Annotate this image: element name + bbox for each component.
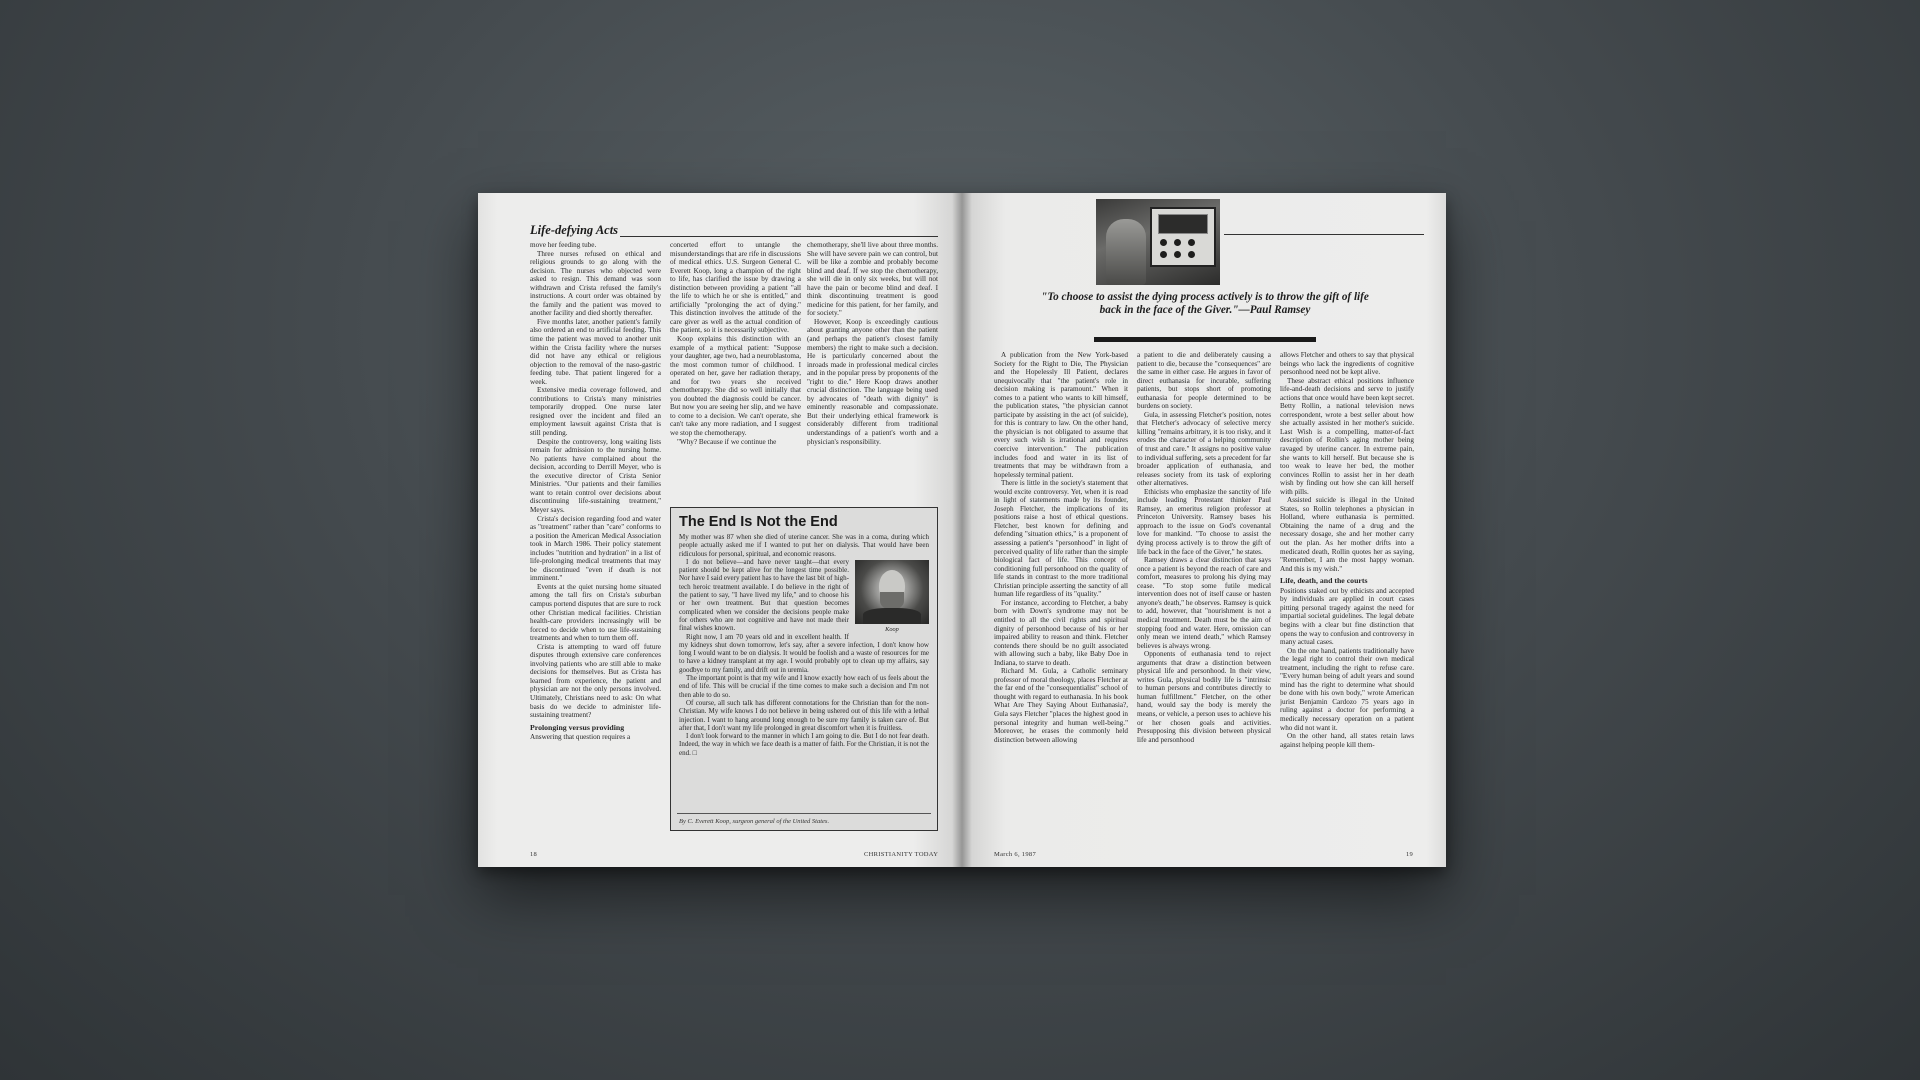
magazine-spread <box>478 193 1446 867</box>
paragraph: However, Koop is exceedingly cautious about granting anyone other than the patient (and perhaps the patient's closest family members) the right to make such a decision. He is particularly concerned about the inroads made in professional medical circles and in the popular press by proponents of the "right to die." Here Koop draws another crucial distinction. The language being used by advocates of "death with dignity" is eminently reasonable and compassionate. But their underlying ethical framework is considerably different from traditional understandings of a patient's worth and a physician's responsibility. <box>807 317 938 446</box>
paragraph: On the other hand, all states retain laws against helping people kill them- <box>1280 732 1414 749</box>
running-head-rule <box>620 236 938 237</box>
running-head: Life-defying Acts <box>530 223 619 237</box>
spine-shadow <box>952 193 972 867</box>
paragraph: Koop explains this distinction with an example of a mythical patient: "Suppose your daughter, age two, had a neuroblastoma, the most common tumor of childhood. I operated on her, gave her radiation therapy, and for two years she received chemotherapy. She did so well initially that you doubted the diagnosis could be cancer. But now you are seeing her slip, and we have to come to a decision. We can't operate, she can't take any more radiation, and I suggest we stop the chemotherapy. <box>670 335 801 438</box>
paragraph: Events at the quiet nursing home situated among the tall firs on Crista's suburban campus portend disputes that are sure to rock other Christian medical facilities. Christian health-care providers increasingly will be forced to decide when to use life-sustaining treatments and when to turn them off. <box>530 582 661 643</box>
paragraph: Five months later, another patient's family also ordered an end to artificial feeding. This time the patient was moved to another unit within the Crista facility where the nurses did not have any ethical or religious objection to the removal of the naso-gastric feeding tube. That patient lingered for a week. <box>530 317 661 386</box>
magazine-name: CHRISTIANITY TODAY <box>864 851 939 858</box>
paragraph: Crista's decision regarding food and water as "treatment" rather than "care" conforms to a position the American Medical Association took in March 1986. Their policy statement includes "nutrition and hydration" in a list of life-prolonging medical treatments that may be discontinued "even if death is not imminent." <box>530 514 661 583</box>
paragraph: a patient to die and deliberately causing a patient to die, because the "consequences" are the same in either case. He argues in favor of direct euthanasia for incurable, suffering patients, but stops short of promoting euthanasia for people determined to be burdens on society. <box>1137 351 1271 411</box>
paragraph: allows Fletcher and others to say that physical beings who lack the ingredients of cognitive personhood need not be kept alive. <box>1280 351 1414 377</box>
photo-caption: Koop <box>885 625 899 633</box>
sidebar-credit: By C. Everett Koop, surgeon general of the United States. <box>679 818 830 825</box>
paragraph: A publication from the New York-based Society for the Right to Die, The Physician and the Hopelessly Ill Patient, declares unequivocally that "the patient's role in decision making is paramount." When it comes to a patient who wants to kill himself, the publication states, "the physician cannot participate by assisting in the act (of suicide), for this is contrary to law. On the other hand, the physician is not obligated to assume that every such wish is irrational and requires coercive intervention." The publication includes food and water in its list of treatments that may be withdrawn from a hopelessly terminal patient. <box>994 351 1128 479</box>
sidebar-rule <box>677 813 931 814</box>
paragraph: Opponents of euthanasia tend to reject arguments that draw a distinction between physical life and personhood. In their view, writes Gula, physical bodily life is "intrinsic to human persons and contributes directly to human fulfillment." Fletcher, on the other hand, would say the body is merely the means, or vehicle, a person uses to achieve his or her chosen goals and activities. Presupposing this division between physical life and personhood <box>1137 650 1271 744</box>
paragraph: concerted effort to untangle the misunderstandings that are rife in discussions of medical ethics. U.S. Surgeon General C. Everett Koop, long a champion of the right to life, has clarified the issue by drawing a distinction between providing a patient "all the life to which he or she is entitled," and artificially "prolonging the act of dying." This distinction involves the attitude of the care giver as well as the actual condition of the patient, so it is necessarily subjective. <box>670 241 801 335</box>
pull-quote: "To choose to assist the dying process actively is to throw the gift of life back in the face of the Giver."—Paul Ramsey <box>1041 291 1369 317</box>
sidebar-paragraph: I don't look forward to the manner in which I am going to die. But I do not fear death. Indeed, the way in which we face death is a matter of faith. For the Christian, it is not the end. □ <box>679 732 929 757</box>
header-rule <box>1224 234 1424 235</box>
paragraph: Positions staked out by ethicists and accepted by individuals are applied in court cases pitting personal tragedy against the need for impartial societal guidelines. The legal debate begins with a clear but fine distinction that opens the way to confusion and controversy in many actual cases. <box>1280 586 1414 647</box>
paragraph: Ethicists who emphasize the sanctity of life include leading Protestant thinker Paul Ramsey, an emeritus religion professor at Princeton University. Ramsey bases his approach to the issue on God's covenantal love for mankind. "To choose to assist the dying process actively is to throw the gift of life back in the face of the Giver," he states. <box>1137 487 1271 556</box>
paragraph: Richard M. Gula, a Catholic seminary professor of moral theology, places Fletcher at the far end of the "consequentialist" school of thought with regard to euthanasia. In his book What Are They Saying About Euthanasia?, Gula says Fletcher "places the highest good in personal integrity and human well-being." Moreover, he erases the commonly held distinction between allowing <box>994 667 1128 744</box>
paragraph: For instance, according to Fletcher, a baby born with Down's syndrome may not be entitled to all the civil rights and spiritual dignity of personhood because of his or her impaired ability to reason and think. Fletcher contends there should be no guilt associated with allowing such a baby, like Baby Doe in Indiana, to starve to death. <box>994 598 1128 667</box>
sidebar-paragraph: The important point is that my wife and I know exactly how each of us feels about the end of life. This will be crucial if the time comes to make such a decision and I'm not then able to do so. <box>679 674 929 699</box>
sidebar-box <box>670 507 938 831</box>
paragraph: move her feeding tube. <box>530 241 597 249</box>
left-page <box>478 193 962 867</box>
paragraph: Extensive media coverage followed, and contributions to Crista's many ministries temporarily dropped. One nurse later resigned over the incident and filed an employment lawsuit against Crista that is still pending. <box>530 386 661 438</box>
section-heading: Life, death, and the courts <box>1280 576 1368 586</box>
right-column-2 <box>1137 351 1271 831</box>
issue-date: March 6, 1987 <box>994 851 1036 858</box>
hospital-photo <box>1096 199 1220 285</box>
paragraph: "Why? Because if we continue the <box>677 437 777 446</box>
left-column-3 <box>807 241 938 501</box>
left-column-2 <box>670 241 801 501</box>
paragraph: These abstract ethical positions influence life-and-death decisions and serve to justify actions that once would have been kept secret. Betty Rollin, a national television news correspondent, wrote a best seller about how she actually assisted in her mother's suicide. Last Wish is a compelling, matter-of-fact description of Rollin's aging mother being ravaged by uterine cancer. In extreme pain, she wants to kill herself. But because she is too weak to leave her bed, the mother convinces Rollin to assist her in her death wish by finding out how she can kill herself with pills. <box>1280 376 1414 496</box>
paragraph: Answering that question requires a <box>530 733 631 742</box>
sidebar-paragraph: My mother was 87 when she died of uterine cancer. She was in a coma, during which people actually asked me if I wanted to put her on dialysis. That would have been ridiculous for personal, spiritual, and economic reasons. <box>679 533 929 558</box>
sidebar-paragraph: I do not believe—and have never taught—that every patient should be kept alive for the longest time possible. Nor have I said every patient has to have the last bit of high-tech heroic treatment available. I do believe in the right of the patient to say, "I have lived my life," and to choose his or her own treatment. But that question becomes complicated when we consider the decisions people make for others who are not cognitive and have not made their final wishes known. <box>679 557 849 633</box>
page-number-right: 19 <box>1406 851 1414 858</box>
page-number-left: 18 <box>530 851 538 858</box>
left-column-1 <box>530 241 661 831</box>
paragraph: Crista is attempting to ward off future disputes through extensive care conferences involving patients who are still able to make decisions for themselves. But as Crista has learned from experience, the patient and physician are not the only persons involved. Ultimately, Christians need to ask: On what basis do we decide to administer life-sustaining treatment? <box>530 642 661 720</box>
section-heading: Prolonging versus providing <box>530 722 625 732</box>
koop-photo <box>855 560 929 624</box>
right-column-3 <box>1280 351 1414 831</box>
pull-quote-rule <box>1094 337 1316 342</box>
sidebar-paragraph: Of course, all such talk has different connotations for the Christian than for the non-Christian. My wife knows I do not believe in being ushered out of this life with a lethal injection. I want to hang around long enough to be sure my family is taken care of. But after that, I don't want my life prolonged in great discomfort when it is fruitless. <box>679 698 929 732</box>
sidebar-content <box>679 514 929 810</box>
paragraph: Despite the controversy, long waiting lists remain for admission to the nursing home. No patients have complained about the decision, according to Derrill Meyer, who is the executive director of Crista Senior Ministries. "Our patients and their families want to retain control over decisions about discontinuing life-sustaining treatment," Meyer says. <box>530 437 661 514</box>
paragraph: Three nurses refused on ethical and religious grounds to go along with the decision. The nurses who objected were asked to resign. This demand was soon withdrawn and Crista refused the family's instructions. A court order was obtained by the family and the patient was moved to another facility and died shortly thereafter. <box>530 249 661 318</box>
right-page <box>962 193 1446 867</box>
sidebar-title: The End Is Not the End <box>679 514 838 530</box>
paragraph: Gula, in assessing Fletcher's position, notes that Fletcher's advocacy of selective mercy killing "remains arbitrary, it is too risky, and it erodes the character of a helping community of trust and care." It assigns no positive value to individual suffering, sets a precedent for far broader application of euthanasia, and releases society from its task of exploring other alternatives. <box>1137 410 1271 488</box>
right-column-1 <box>994 351 1128 831</box>
paragraph: chemotherapy, she'll live about three months. She will have severe pain we can control, but will be like a zombie and probably become blind and deaf. If we stop the chemotherapy, she will die in only six weeks, but will not have the pain or become blind and deaf. I think discontinuing treatment is good medicine for this patient, for her family, and for society." <box>807 241 938 318</box>
sidebar-paragraph: Right now, I am 70 years old and in excellent health. If my kidneys shut down tomorrow, let's say, after a severe infection, I don't know how long I would want to be on dialysis. It would be foolish and a waste of resources for me to have a kidney transplant at my age. I would probably opt to clean up my affairs, say goodbye to my family, and drift out in uremia. <box>679 632 929 674</box>
paragraph: Ramsey draws a clear distinction that says once a patient is beyond the reach of care and comfort, measures to prolong his dying may cease. "To stop some futile medical intervention does not of itself cause or hasten anyone's death," he observes. Ramsey is quick to add, however, that "nourishment is not a medical treatment. Death must be the aim of stopping food and water. Here, omission can only mean we intend death," which Ramsey believes is always wrong. <box>1137 556 1271 650</box>
paragraph: Assisted suicide is illegal in the United States, so Rollin telephones a physician in Holland, where euthanasia is permitted. Obtaining the name of a drug and the necessary dosage, she and her mother carry out the plan. As her mother drifts into a medicated death, Rollin quotes her as saying, "Remember, I am the most happy woman. And this is my wish." <box>1280 496 1414 573</box>
paragraph: On the one hand, patients traditionally have the legal right to control their own medical treatment, including the right to refuse care. "Every human being of adult years and sound mind has the right to determine what should be done with his own body," wrote American jurist Benjamin Cardozo 75 years ago in ruling against a doctor for performing a medically necessary operation on a patient who did not want it. <box>1280 646 1414 732</box>
sidebar-body <box>679 533 929 757</box>
paragraph: There is little in the society's statement that would excite controversy. Yet, when it is read in light of statements made by its founder, Joseph Fletcher, the implications of its positions raise a host of ethical questions. Fletcher, best known for defining and defending "situation ethics," is a proponent of assessing a patient's "personhood" in light of perceived quality of life rather than the simple biological fact of life. This concept of conditioning full personhood on the quality of life stands in contrast to the more traditional Christian principle asserting the sanctity of all human life regardless of its "quality." <box>994 479 1128 599</box>
